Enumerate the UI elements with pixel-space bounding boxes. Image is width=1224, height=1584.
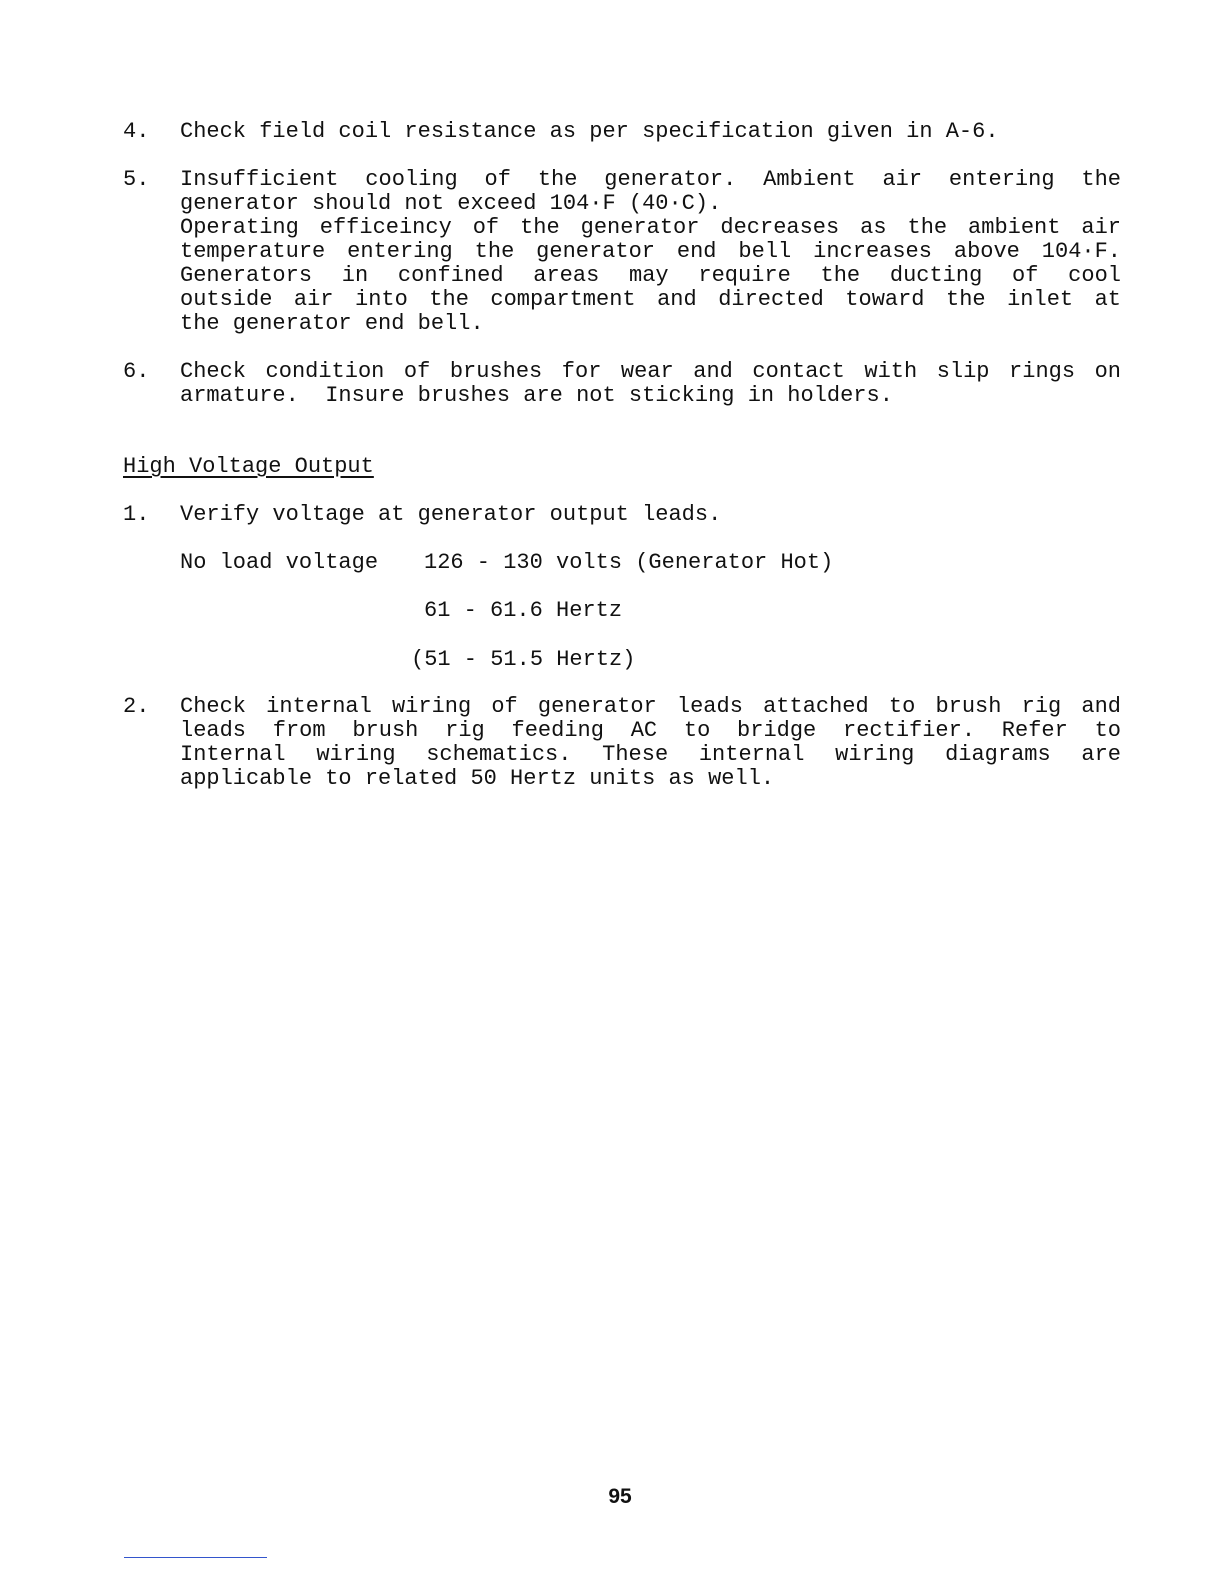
frequency-60: 61 - 61.6 Hertz (424, 598, 623, 623)
section-item-2-line-3: Internal wiring schematics. These internal wiring diagrams are (180, 742, 1121, 767)
spec-value: 126 - 130 volts (Generator Hot) (424, 550, 834, 575)
section-heading: High Voltage Output (123, 454, 374, 479)
item-5-line-4: temperature entering the generator end bell increases above 104·F. (180, 239, 1121, 264)
item-5-number: 5. (123, 167, 150, 192)
item-6-line-1: Check condition of brushes for wear and contact with slip rings on (180, 359, 1121, 384)
item-5-line-6: outside air into the compartment and directed toward the inlet at (180, 287, 1121, 312)
frequency-50: (51 - 51.5 Hertz) (411, 647, 636, 672)
section-item-1-text: Verify voltage at generator output leads. (180, 502, 722, 527)
item-5-line-2: generator should not exceed 104·F (40·C). (180, 191, 722, 216)
footer-rule (124, 1557, 267, 1558)
section-item-2-line-2: leads from brush rig feeding AC to bridge rectifier. Refer to (180, 718, 1121, 743)
item-6-number: 6. (123, 359, 150, 384)
item-6-line-2: armature. Insure brushes are not sticking in holders. (180, 383, 893, 408)
item-4-number: 4. (123, 119, 150, 144)
item-5-line-3: Operating efficeincy of the generator decreases as the ambient air (180, 215, 1121, 240)
item-5-line-1: Insufficient cooling of the generator. Ambient air entering the (180, 167, 1121, 192)
item-5-line-7: the generator end bell. (180, 311, 484, 336)
spec-label: No load voltage (180, 550, 379, 575)
item-5-line-5: Generators in confined areas may require the ducting of cool (180, 263, 1121, 288)
page-number: 95 (608, 1485, 632, 1508)
section-item-2-line-4: applicable to related 50 Hertz units as well. (180, 766, 775, 791)
item-4-text: Check field coil resistance as per specification given in A-6. (180, 119, 999, 144)
section-item-1-number: 1. (123, 502, 150, 527)
section-item-2-line-1: Check internal wiring of generator leads attached to brush rig and (180, 694, 1121, 719)
section-item-2-number: 2. (123, 694, 150, 719)
